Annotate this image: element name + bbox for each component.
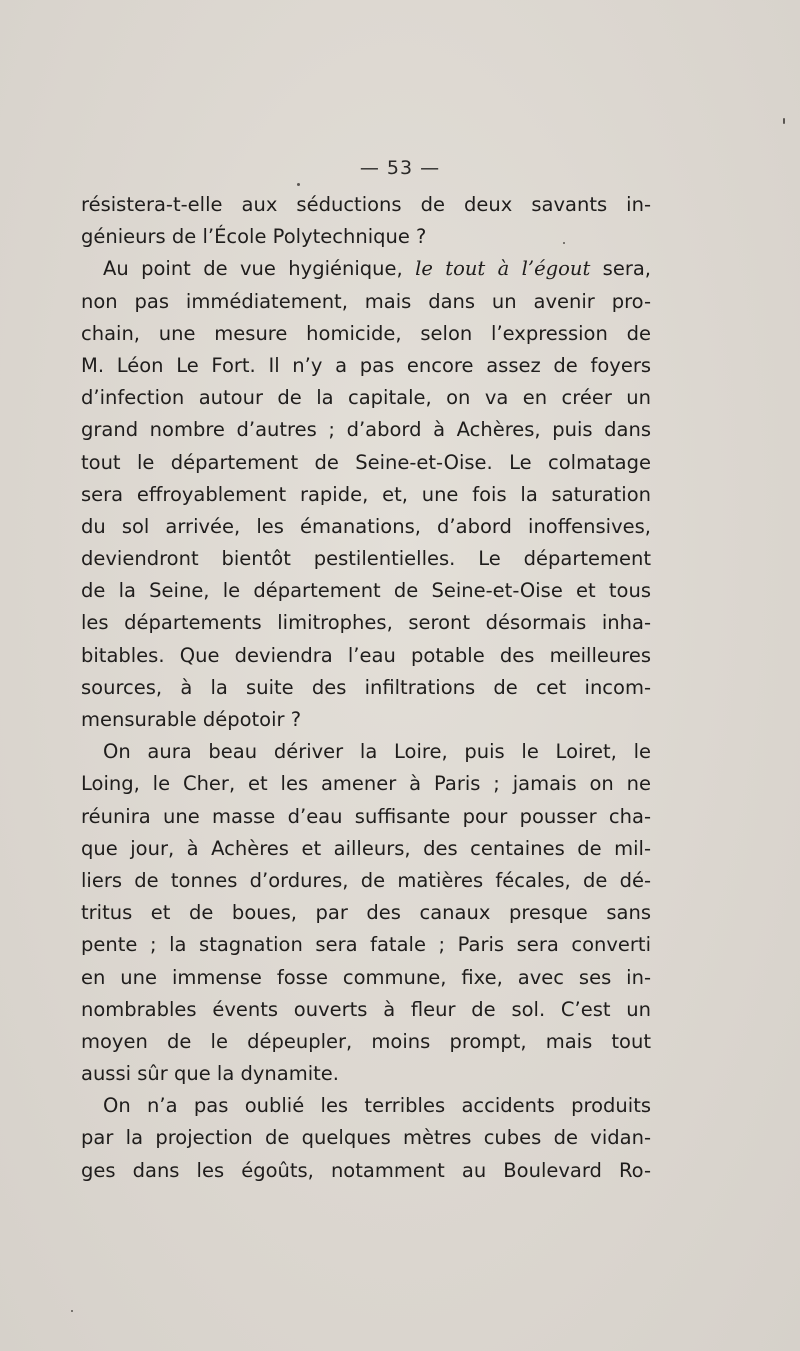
text-line: deviendront bientôt pestilentielles. Le département	[81, 547, 651, 571]
text-line: pente ; la stagnation sera fatale ; Paris sera converti	[81, 933, 651, 957]
text-fragment: sera,	[590, 257, 652, 281]
scan-speck	[563, 242, 565, 244]
text-line: non pas immédiatement, mais dans un avenir pro-	[81, 289, 651, 313]
text-line: par la projection de quelques mètres cubes de vidan-	[81, 1126, 651, 1150]
text-line: en une immense fosse commune, fixe, avec ses in-	[81, 965, 651, 989]
text-fragment: Au point de vue hygiénique,	[103, 257, 416, 281]
text-line: du sol arrivée, les émanations, d’abord inoffensives,	[81, 514, 651, 538]
text-line: ges dans les égoûts, notamment au Boulevard Ro-	[81, 1158, 651, 1182]
text-line: liers de tonnes d’ordures, de matières fécales, de dé-	[81, 868, 651, 892]
text-line: Loing, le Cher, et les amener à Paris ; jamais on ne	[81, 772, 651, 796]
text-line: On n’a pas oublié les terribles accidents produits	[103, 1094, 651, 1118]
text-line: chain, une mesure homicide, selon l’expression de	[81, 321, 651, 345]
text-line: grand nombre d’autres ; d’abord à Achères, puis dans	[81, 418, 651, 442]
text-line: génieurs de l’École Polytechnique ?	[81, 225, 427, 249]
scan-speck	[783, 118, 785, 124]
text-line: de la Seine, le département de Seine-et-Oise et tous	[81, 579, 651, 603]
text-line: aussi sûr que la dynamite.	[81, 1062, 339, 1086]
text-line: que jour, à Achères et ailleurs, des centaines de mil-	[81, 836, 651, 860]
text-line: bitables. Que deviendra l’eau potable des meilleures	[81, 643, 651, 667]
text-line: tritus et de boues, par des canaux presque sans	[81, 901, 651, 925]
italic-phrase: le tout à l’égout	[415, 257, 591, 281]
scan-speck	[71, 1310, 73, 1312]
text-line: On aura beau dériver la Loire, puis le Loiret, le	[103, 740, 651, 764]
text-line: réunira une masse d’eau suffisante pour pousser cha-	[81, 804, 651, 828]
text-line-with-italic	[103, 253, 651, 285]
text-line: d’infection autour de la capitale, on va en créer un	[81, 386, 651, 410]
text-line: résistera-t-elle aux séductions de deux savants in-	[81, 193, 651, 216]
text-line: nombrables évents ouverts à fleur de sol. C’est un	[81, 997, 651, 1021]
text-line: les départements limitrophes, seront désormais inha-	[81, 611, 651, 635]
text-line: sera effroyablement rapide, et, une fois la saturation	[81, 482, 651, 506]
body-text	[81, 189, 651, 1187]
text-line: M. Léon Le Fort. Il n’y a pas encore assez de foyers	[81, 353, 651, 377]
text-line: mensurable dépotoir ?	[81, 708, 302, 731]
text-line: tout le département de Seine-et-Oise. Le colmatage	[81, 450, 651, 474]
page-number: — 53 —	[359, 157, 441, 179]
text-line: sources, à la suite des infiltrations de cet incom-	[81, 675, 651, 699]
text-line: moyen de le dépeupler, moins prompt, mais tout	[81, 1029, 651, 1053]
scan-speck	[297, 183, 300, 186]
